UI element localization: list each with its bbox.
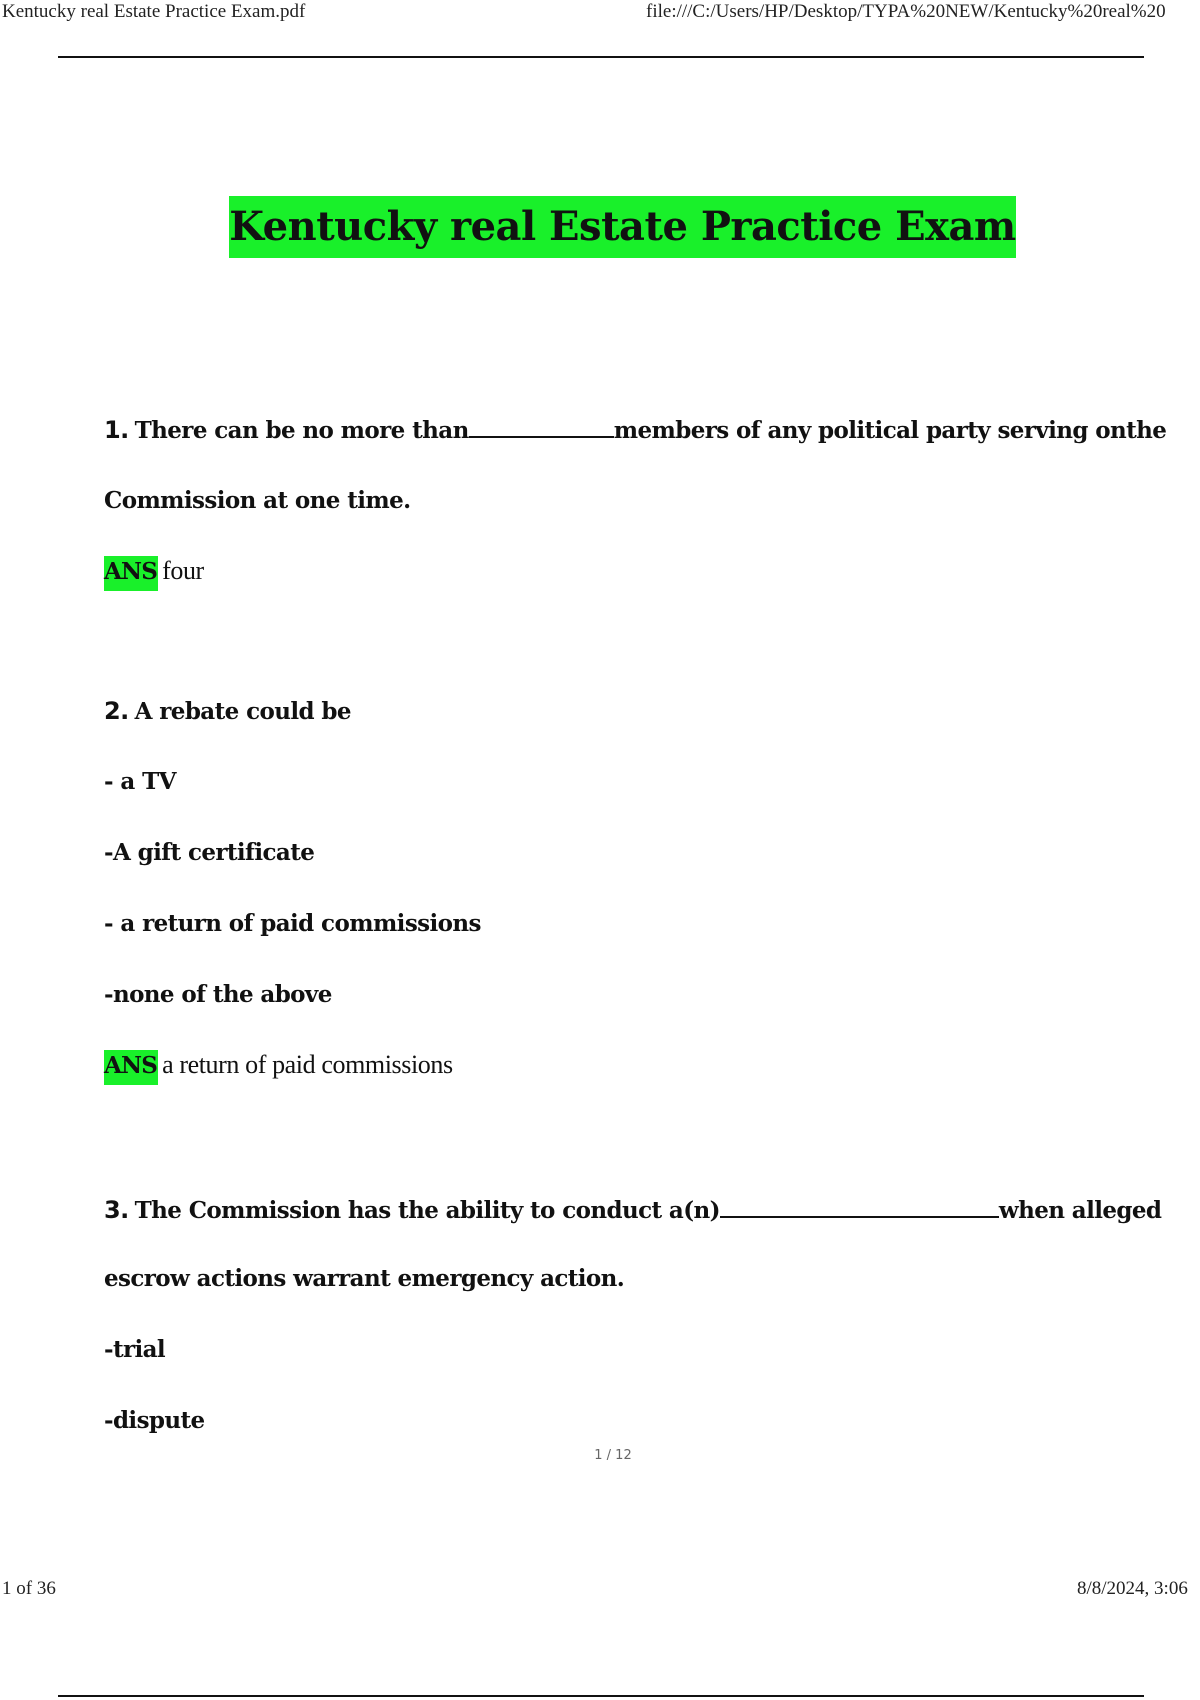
question-2 [104,697,351,725]
document-name: Kentucky real Estate Practice Exam.pdf [2,1,306,22]
question-text: A rebate could be [134,698,351,725]
footer-rule [58,1695,1144,1697]
page-title: Kentucky real Estate Practice Exam [229,196,1015,258]
question-text: The Commission has the ability to conduct a(n) [134,1197,720,1224]
answer-blank [469,414,614,438]
print-page-count: 1 of 36 [2,1578,56,1599]
question-number: 2. [104,697,129,725]
answer-text: a return of paid commissions [162,1050,453,1079]
question-2-answer [104,1050,453,1080]
question-text: There can be no more than [134,417,469,444]
answer-text: four [162,556,204,585]
question-text-after-blank: members of any political party serving onthe [613,417,1167,444]
header-rule [58,56,1144,58]
question-2-option-3: - a return of paid commissions [104,910,481,937]
question-2-option-1: - a TV [104,768,176,795]
answer-blank [720,1194,999,1218]
title-container [0,196,1200,258]
print-datetime: 8/8/2024, 3:06 [1077,1578,1188,1599]
question-number: 3. [104,1196,129,1224]
question-text-after-blank: when alleged [998,1197,1162,1224]
question-2-option-2: -A gift certificate [104,839,315,866]
answer-label: ANS [104,556,158,591]
answer-label: ANS [104,1050,158,1085]
file-path: file:///C:/Users/HP/Desktop/TYPA%20NEW/Kentucky%20real%20 [646,1,1166,22]
question-1-answer [104,556,204,586]
question-3 [104,1194,1161,1224]
question-3-continuation: escrow actions warrant emergency action. [104,1265,625,1292]
page-indicator: 1 / 12 [594,1448,632,1463]
question-3-option-2: -dispute [104,1407,205,1434]
print-header [0,0,1200,26]
question-2-option-4: -none of the above [104,981,332,1008]
question-1-continuation: Commission at one time. [104,487,411,514]
question-3-option-1: -trial [104,1336,166,1363]
question-1 [104,414,1166,444]
question-number: 1. [104,416,129,444]
